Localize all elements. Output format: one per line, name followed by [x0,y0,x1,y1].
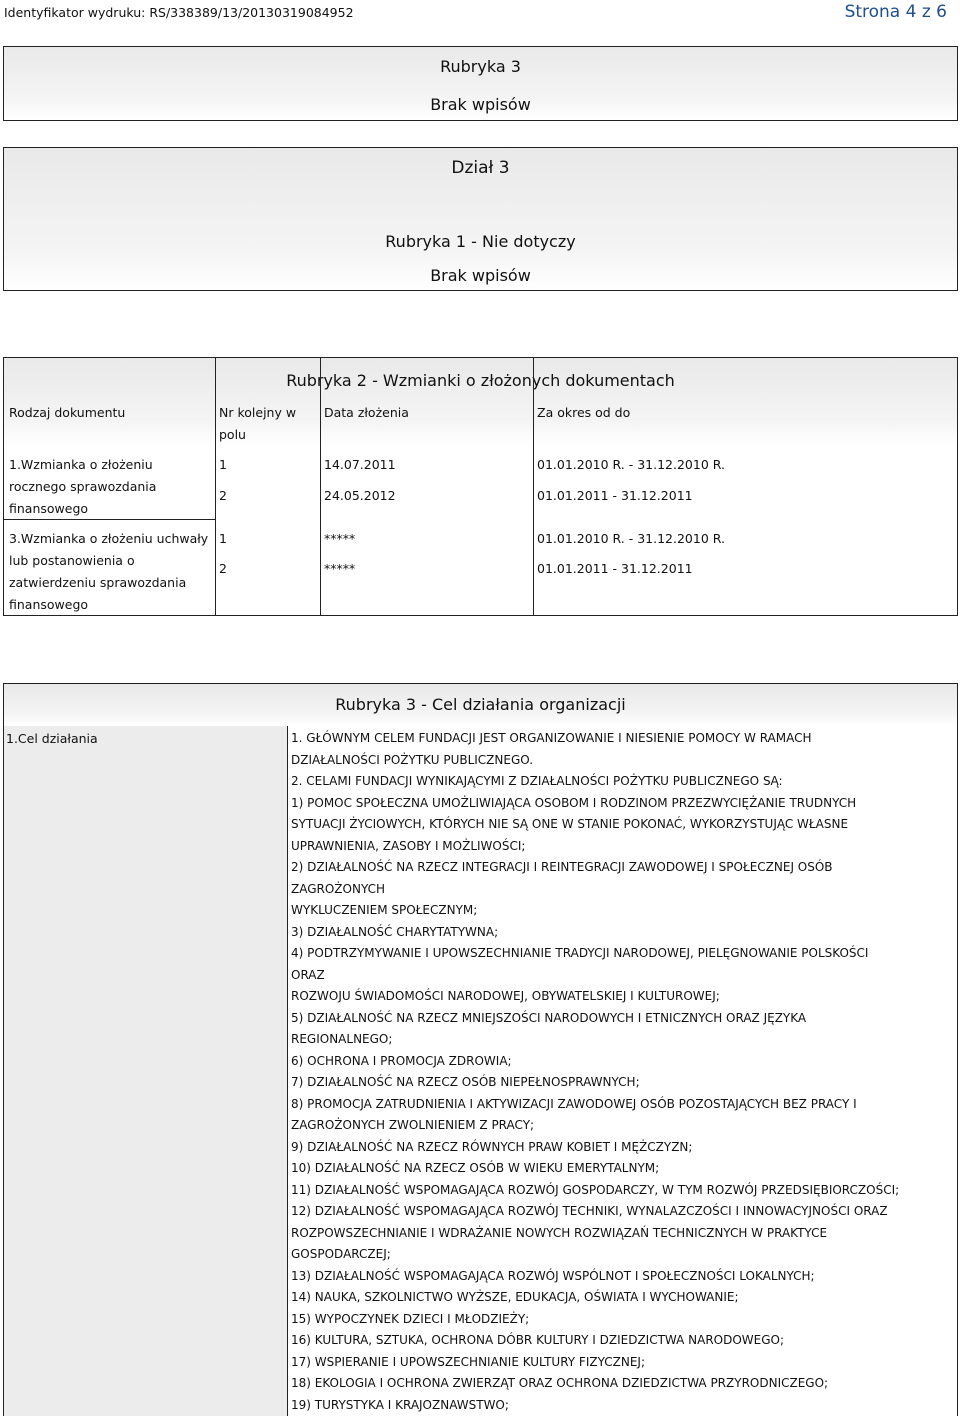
goal-line: 3) DZIAŁALNOŚĆ CHARYTATYWNA; [291,924,499,939]
row-period: 01.01.2011 - 31.12.2011 [537,488,693,503]
goal-line: 14) NAUKA, SZKOLNICTWO WYŻSZE, EDUKACJA, OŚWIATA I WYCHOWANIE; [291,1290,739,1304]
documents-table [3,357,958,616]
group-1-name: finansowego [9,501,89,516]
goal-line: 17) WSPIERANIE I UPOWSZECHNIANIE KULTURY FIZYCZNEJ; [291,1354,645,1369]
goal-line: 11) DZIAŁALNOŚĆ WSPOMAGAJĄCA ROZWÓJ GOSPODARCZY, W TYM ROZWÓJ PRZEDSIĘBIORCZOŚCI; [291,1182,900,1197]
goal-line: 9) DZIAŁALNOŚĆ NA RZECZ RÓWNYCH PRAW KOBIET I MĘŻCZYZN; [291,1139,693,1154]
goals-label-column [4,726,287,1416]
goal-line: REGIONALNEGO; [291,1032,393,1046]
goal-line: ZAGROŻONYCH ZWOLNIENIEM Z PRACY; [291,1118,535,1132]
goal-line: 4) PODTRZYMYWANIE I UPOWSZECHNIANIE TRADYCJI NARODOWEJ, PIELĘGNOWANIE POLSKOŚCI [291,946,869,960]
section-dzial-3 [3,147,958,291]
goal-line: DZIAŁALNOŚCI POŻYTKU PUBLICZNEGO. [291,752,534,767]
row-period: 01.01.2010 R. - 31.12.2010 R. [537,531,725,546]
row-date: ***** [324,531,356,546]
goal-line: 2. CELAMI FUNDACJI WYNIKAJĄCYMI Z DZIAŁALNOŚCI POŻYTKU PUBLICZNEGO SĄ: [291,774,783,788]
group-2-name: finansowego [9,597,89,612]
row-period: 01.01.2010 R. - 31.12.2010 R. [537,457,725,472]
goal-line: 1. GŁÓWNYM CELEM FUNDACJI JEST ORGANIZOWANIE I NIESIENIE POMOCY W RAMACH [291,731,812,745]
table-title: Rubryka 2 - Wzmianki o złożonych dokumentach [286,371,675,390]
goal-line: ZAGROŻONYCH [291,881,386,896]
goals-title: Rubryka 3 - Cel działania organizacji [335,695,626,714]
column-header-date: Data złożenia [324,405,409,420]
group-2-name: zatwierdzeniu sprawozdania [9,575,187,590]
goal-line: 6) OCHRONA I PROMOCJA ZDROWIA; [291,1053,512,1068]
goal-line: GOSPODARCZEJ; [291,1247,391,1261]
dzial-title: Dział 3 [451,158,510,178]
goal-line: 16) KULTURA, SZTUKA, OCHRONA DÓBR KULTURY I DZIEDZICTWA NARODOWEGO; [291,1333,785,1347]
section-rubryka-title: Rubryka 3 [440,57,521,76]
section-rubryka-3 [3,46,958,121]
goal-line: 19) TURYSTYKA I KRAJOZNAWSTWO; [291,1397,509,1412]
column-header-nr: Nr kolejny w [219,405,297,420]
row-date: 14.07.2011 [324,457,396,472]
column-divider [533,358,534,615]
goal-line: 1) POMOC SPOŁECZNA UMOŻLIWIAJĄCA OSOBOM I RODZINOM PRZEZWYCIĘŻANIE TRUDNYCH [291,795,857,810]
goal-line: 12) DZIAŁALNOŚĆ WSPOMAGAJĄCA ROZWÓJ TECHNIKI, WYNALAZCZOŚCI I INNOWACYJNOŚCI ORAZ [291,1204,888,1218]
group-1-name: rocznego sprawozdania [9,479,157,494]
rubryka-1-title: Rubryka 1 - Nie dotyczy [385,232,576,251]
column-header-nr-cont: polu [219,427,246,442]
page-number: Strona 4 z 6 [844,2,947,22]
row-period: 01.01.2011 - 31.12.2011 [537,561,693,576]
goal-line: SYTUACJI ŻYCIOWYCH, KTÓRYCH NIE SĄ ONE W STANIE POKONAĆ, WYKORZYSTUJĄC WŁASNE [291,817,849,831]
print-id: Identyfikator wydruku: RS/338389/13/20130319084952 [4,4,354,20]
goal-line: 2) DZIAŁALNOŚĆ NA RZECZ INTEGRACJI I REINTEGRACJI ZAWODOWEJ I SPOŁECZNEJ OSÓB [291,860,833,874]
goal-line: 5) DZIAŁALNOŚĆ NA RZECZ MNIEJSZOŚCI NARODOWYCH I ETNICZNYCH ORAZ JĘZYKA [291,1010,807,1025]
row-nr: 2 [219,488,227,503]
row-date: ***** [324,561,356,576]
goal-line: ROZPOWSZECHNIANIE I WDRAŻANIE NOWYCH ROZWIĄZAŃ TECHNICZNYCH W PRAKTYCE [291,1225,828,1240]
goal-line: ORAZ [291,967,325,982]
goal-line: ROZWOJU ŚWIADOMOŚCI NARODOWEJ, OBYWATELSKIEJ I KULTUROWEJ; [291,989,720,1003]
goal-line: 15) WYPOCZYNEK DZIECI I MŁODZIEŻY; [291,1311,530,1326]
row-nr: 1 [219,457,227,472]
rubryka-1-entries-status: Brak wpisów [430,266,531,285]
column-divider [320,358,321,615]
row-nr: 1 [219,531,227,546]
section-entries-status: Brak wpisów [430,95,531,114]
column-divider [215,358,216,615]
goal-line: 13) DZIAŁALNOŚĆ WSPOMAGAJĄCA ROZWÓJ WSPÓLNOT I SPOŁECZNOŚCI LOKALNYCH; [291,1268,815,1283]
row-nr: 2 [219,561,227,576]
print-header [0,0,960,24]
goal-line: WYKLUCZENIEM SPOŁECZNYM; [291,903,478,917]
column-header-type: Rodzaj dokumentu [9,405,126,420]
group-2-name: lub postanowienia o [9,553,135,568]
goal-line: 18) EKOLOGIA I OCHRONA ZWIERZĄT ORAZ OCHRONA DZIEDZICTWA PRZYRODNICZEGO; [291,1376,829,1390]
goal-line: 10) DZIAŁALNOŚĆ NA RZECZ OSÓB W WIEKU EMERYTALNYM; [291,1161,660,1175]
goal-line: UPRAWNIENIA, ZASOBY I MOŻLIWOŚCI; [291,838,526,853]
column-header-period: Za okres od do [537,405,631,420]
goal-line: 8) PROMOCJA ZATRUDNIENIA I AKTYWIZACJI ZAWODOWEJ OSÓB POZOSTAJĄCYCH BEZ PRACY I [291,1096,857,1111]
group-1-name: 1.Wzmianka o złożeniu [9,457,153,472]
column-divider [287,726,288,1416]
goal-line: 7) DZIAŁALNOŚĆ NA RZECZ OSÓB NIEPEŁNOSPRAWNYCH; [291,1075,640,1089]
group-2-name: 3.Wzmianka o złożeniu uchwały [9,531,209,546]
goals-label: 1.Cel działania [6,731,98,746]
row-date: 24.05.2012 [324,488,396,503]
goals-text [291,728,956,1416]
